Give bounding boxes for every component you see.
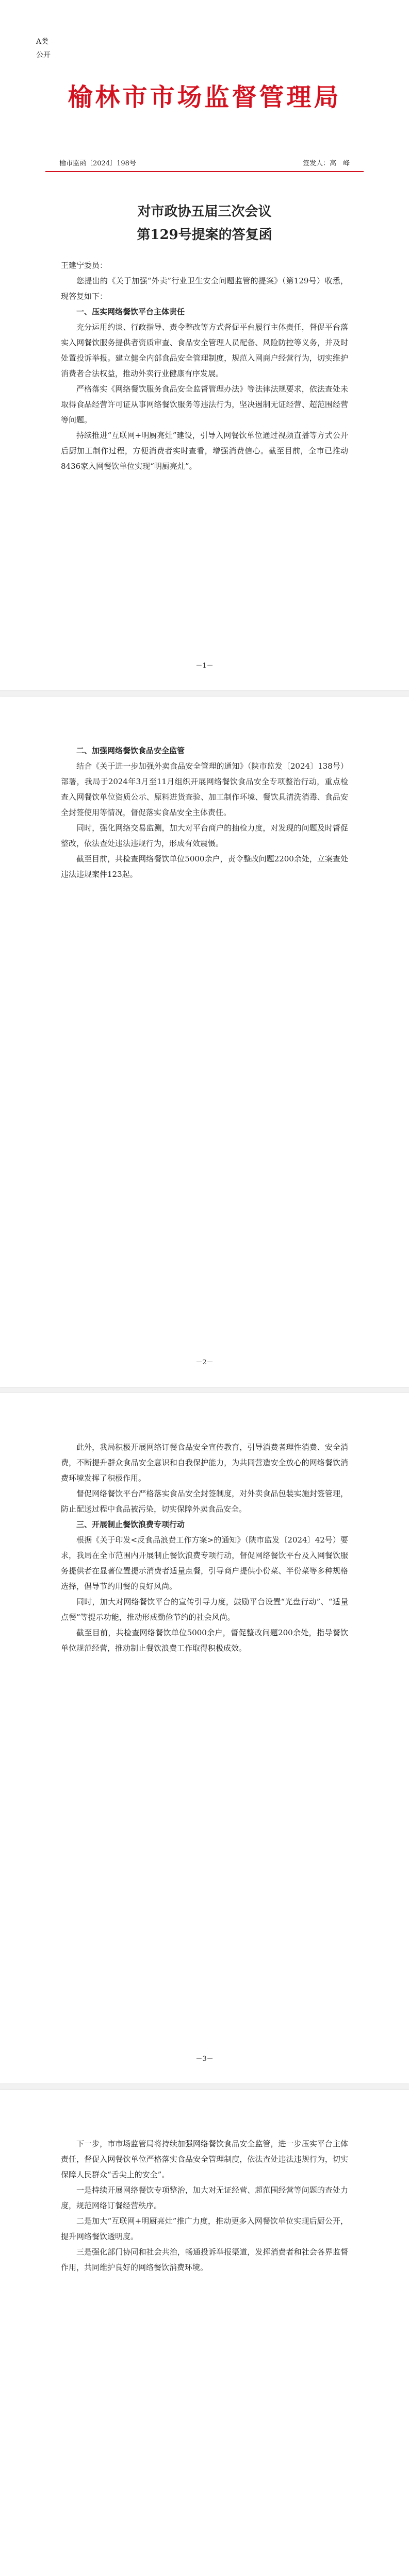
signer: 签发人：高 峰 — [302, 160, 350, 167]
title-line-1: 对市政协五届三次会议 — [137, 204, 272, 219]
letter-title — [41, 201, 368, 243]
section-3-paragraph-1: 根据《关于印发<反食品浪费工作方案>的通知》（陕市监发〔2024〕42号）要求，我局在全市范围内开展制止餐饮浪费专项行动，督促网络餐饮平台及入网餐饮服务提供者在显著位置提示消费者适量点餐，引导商户提供小份菜、半份菜等多种规格选择，倡导节约用餐的良好风尚。 — [61, 1535, 348, 1591]
page-3-body — [61, 1439, 348, 1656]
section-2-paragraph-3: 截至目前，共检查网络餐饮单位5000余户，责令整改问题2200余处，立案查处违法违规案件123起。 — [61, 854, 348, 879]
document-category: A类 — [36, 38, 49, 46]
disclosure-label: 公开 — [36, 51, 51, 59]
section-1-paragraph-3: 持续推进“互联网+明厨亮灶”建设，引导入网餐饮单位通过视频直播等方式公开后厨加工制作过程，方便消费者实时查看，增强消费信心。截至目前，全市已推动8436家入网餐饮单位实现“明厨亮灶”。 — [61, 431, 348, 471]
page-4-paragraph-1: 下一步，市市场监管局将持续加强网络餐饮食品安全监管，进一步压实平台主体责任，督促入网餐饮单位严格落实食品安全管理制度，依法查处违法违规行为，切实保障人民群众“舌尖上的安全”。 — [61, 2139, 348, 2179]
page-4-paragraph-4: 三是强化部门协同和社会共治，畅通投诉举报渠道，发挥消费者和社会各界监督作用，共同维护良好的网络餐饮消费环境。 — [61, 2247, 348, 2272]
section-2-heading: 二、加强网络餐饮食品安全监管 — [76, 746, 185, 755]
document-number: 榆市监函〔2024〕198号 — [59, 160, 136, 167]
intro-paragraph: 您提出的《关于加强“外卖”行业卫生安全问题监管的提案》（第129号）收悉，现答复如下： — [61, 276, 348, 301]
page-4-body — [61, 2136, 348, 2275]
page-1 — [0, 0, 409, 690]
agency-masthead: 榆林市市场监督管理局 — [68, 83, 341, 112]
page-2-body — [61, 743, 348, 882]
page-1-body — [61, 258, 348, 474]
page-3-paragraph-2: 督促网络餐饮平台严格落实食品安全封签制度，对外卖食品包装实施封签管理，防止配送过程中食品被污染，切实保障外卖食品安全。 — [61, 1489, 348, 1514]
page-number: －1－ — [195, 662, 214, 670]
section-3-paragraph-3: 截至目前，共检查网络餐饮单位5000余户，督促整改问题200余处，指导餐饮单位规范经营，推动制止餐饮浪费工作取得积极成效。 — [61, 1628, 348, 1653]
section-1-heading: 一、压实网络餐饮平台主体责任 — [76, 307, 185, 316]
red-divider — [45, 171, 364, 172]
page-number: －2－ — [195, 1359, 214, 1366]
section-3-paragraph-2: 同时，加大对网络餐饮平台的宣传引导力度，鼓励平台设置“光盘行动”、“适量点餐”等提示功能，推动形成勤俭节约的社会风尚。 — [61, 1597, 348, 1622]
page-4 — [0, 2090, 409, 2576]
page-4-paragraph-3: 二是加大“互联网+明厨亮灶”推广力度，推动更多入网餐饮单位实现后厨公开，提升网络餐饮透明度。 — [61, 2216, 348, 2241]
section-1-paragraph-2: 严格落实《网络餐饮服务食品安全监督管理办法》等法律法规要求，依法查处未取得食品经营许可证从事网络餐饮服务等违法行为，坚决遏制无证经营、超范围经营等问题。 — [61, 384, 348, 425]
section-1-paragraph-1: 充分运用约谈、行政指导、责令整改等方式督促平台履行主体责任，督促平台落实入网餐饮服务提供者资质审查、食品安全管理人员配备、风险防控等义务，并及时处置投诉举报。建立健全内部食品安全管理制度，规范入网商户经营行为，切实维护消费者合法权益，推动外卖行业健康有序发展。 — [61, 323, 348, 378]
page-3 — [0, 1393, 409, 2083]
page-2 — [0, 697, 409, 1387]
section-2-paragraph-1: 结合《关于进一步加强外卖食品安全管理的通知》（陕市监发〔2024〕138号）部署，我局于2024年3月至11月组织开展网络餐饮食品安全专项整治行动，重点检查入网餐饮单位资质公示、原料进货查验、加工制作环境、餐饮具清洗消毒、食品安全封签使用等情况，督促落实食品安全主体责任。 — [61, 761, 348, 817]
page-number: －3－ — [195, 2055, 214, 2063]
section-3-heading: 三、开展制止餐饮浪费专项行动 — [76, 1520, 185, 1529]
title-line-2: 第129号提案的答复函 — [137, 227, 272, 243]
page-3-paragraph-1: 此外，我局积极开展网络订餐食品安全宣传教育，引导消费者理性消费、安全消费，不断提升群众食品安全意识和自我保护能力，为共同营造安全放心的网络餐饮消费环境发挥了积极作用。 — [61, 1443, 348, 1483]
salutation: 王建宁委员： — [61, 261, 108, 270]
section-2-paragraph-2: 同时，强化网络交易监测，加大对平台商户的抽检力度，对发现的问题及时督促整改，依法查处违法违规行为，形成有效震慑。 — [61, 823, 348, 848]
page-4-paragraph-2: 一是持续开展网络餐饮专项整治，加大对无证经营、超范围经营等问题的查处力度，规范网络订餐经营秩序。 — [61, 2185, 348, 2210]
